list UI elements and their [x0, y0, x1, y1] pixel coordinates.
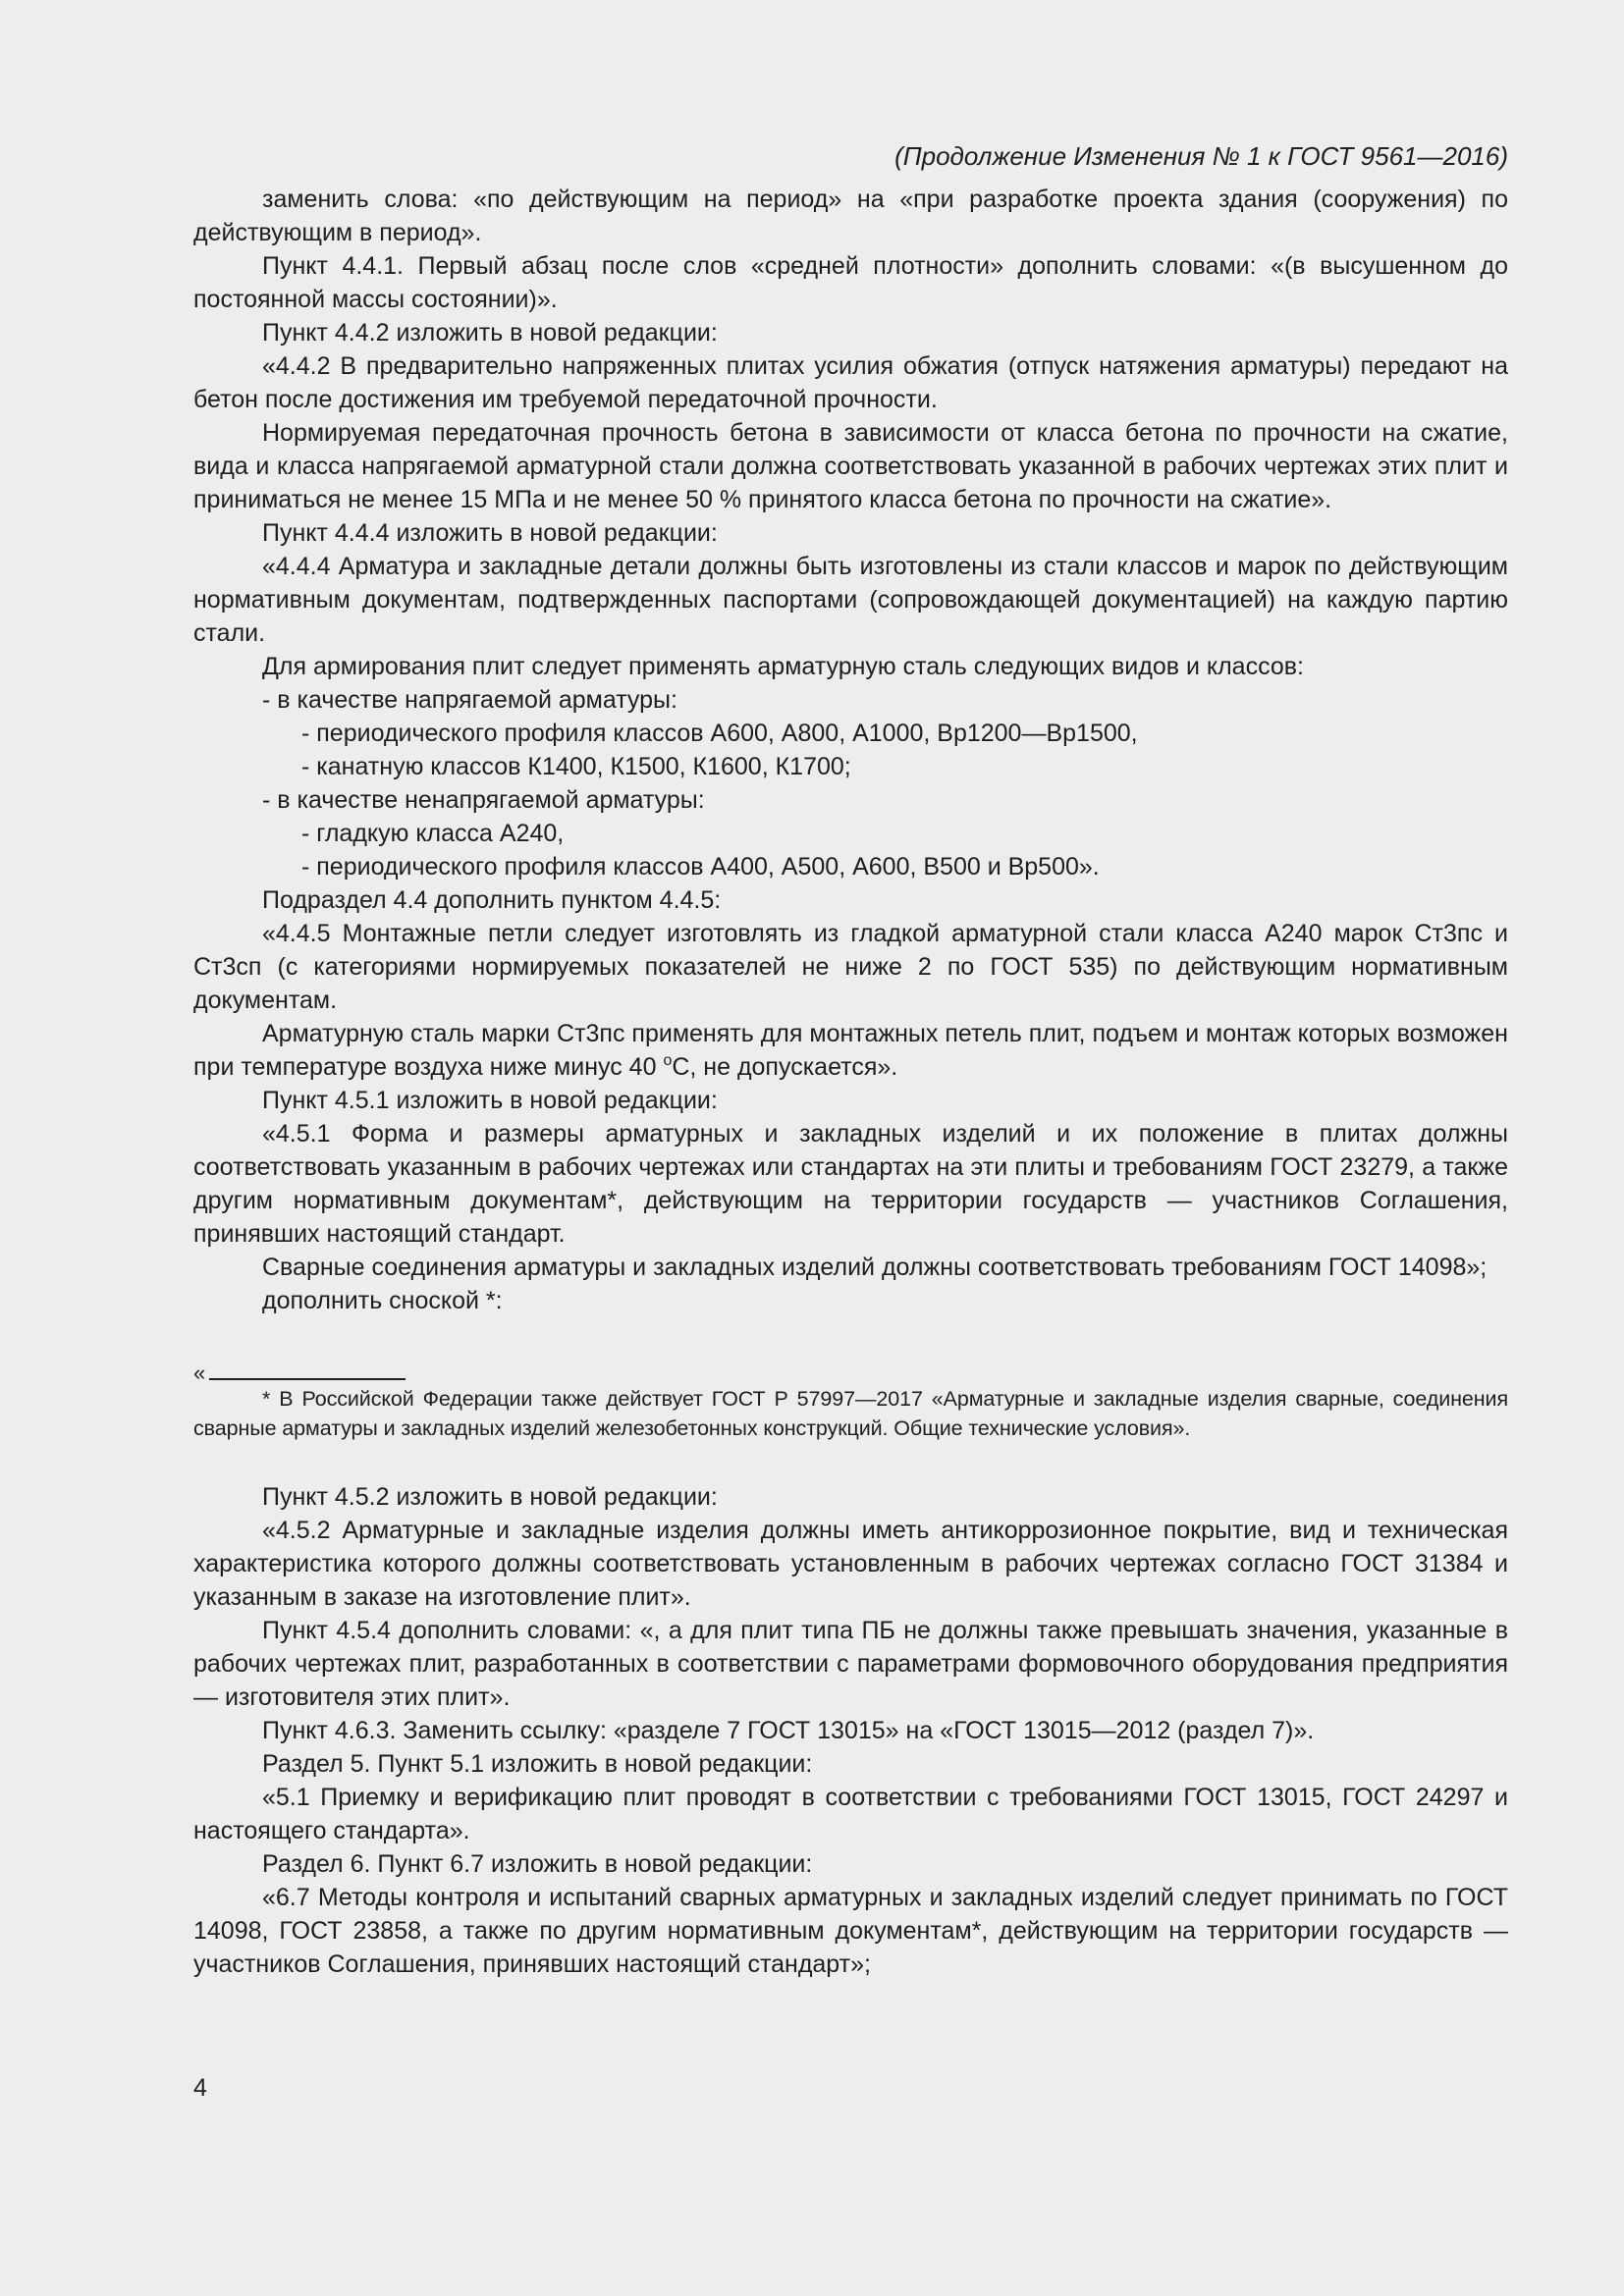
- paragraph: «4.4.4 Арматура и закладные детали должны быть изготовлены из стали классов и марок по действующим нормативным документам, подтвержденных паспортами (сопровождающей документацией) на каждую партию стали.: [193, 553, 1508, 647]
- paragraph: Пункт 4.6.3. Заменить ссылку: «разделе 7 ГОСТ 13015» на «ГОСТ 13015—2012 (раздел 7)».: [262, 1717, 1315, 1744]
- paragraph: «5.1 Приемку и верификацию плит проводят в соответствии с требованиями ГОСТ 13015, ГОСТ 24297 и настоящего стандарта».: [193, 1784, 1508, 1844]
- temp-text-after: С, не допускается».: [672, 1053, 898, 1081]
- paragraph: Пункт 4.5.4 дополнить словами: «, а для плит типа ПБ не должны также превышать значения, указанные в рабочих чертежах плит, разработанных в соответствии с параметрами формовочного оборудования предприятия — изготовителя этих плит».: [193, 1617, 1508, 1711]
- spacer: [193, 1443, 1508, 1480]
- footnote-rule: [209, 1378, 406, 1380]
- footnote-quote-mark: «: [193, 1361, 206, 1385]
- footnote-separator: [193, 1362, 1508, 1384]
- list-item: - гладкую класса А240,: [301, 820, 565, 847]
- running-header: (Продолжение Изменения № 1 к ГОСТ 9561—2016): [894, 141, 1508, 171]
- paragraph: Для армирования плит следует применять арматурную сталь следующих видов и классов:: [262, 653, 1304, 680]
- list-heading: - в качестве ненапрягаемой арматуры:: [262, 786, 705, 814]
- list-item: - периодического профиля классов А400, А500, А600, В500 и Вр500».: [301, 853, 1100, 881]
- paragraph: «4.4.5 Монтажные петли следует изготовлять из гладкой арматурной стали класса А240 марок Ст3пс и Ст3сп (с категориями нормируемых показателей не ниже 2 по ГОСТ 535) по действующим нормативным документам.: [193, 920, 1508, 1014]
- paragraph: «6.7 Методы контроля и испытаний сварных арматурных и закладных изделий следует принимать по ГОСТ 14098, ГОСТ 23858, а также по другим нормативным документам*, действующим на территории государств — участников Соглашения, принявших настоящий стандарт»;: [193, 1884, 1508, 1978]
- paragraph: Пункт 4.5.2 изложить в новой редакции:: [262, 1483, 718, 1511]
- list-item: - периодического профиля классов А600, А800, А1000, Вр1200—Вр1500,: [301, 720, 1138, 747]
- paragraph: Нормируемая передаточная прочность бетона в зависимости от класса бетона по прочности на сжатие, вида и класса напрягаемой арматурной стали должна соответствовать указанной в рабочих чертежах этих плит и приниматься не менее 15 МПа и не менее 50 % принятого класса бетона по прочности на сжатие».: [193, 419, 1508, 513]
- footnote-text: * В Российской Федерации также действует ГОСТ Р 57997—2017 «Арматурные и закладные изделия сварные, соединения сварные арматуры и закладных изделий железобетонных конструкций. Общие технические условия».: [193, 1387, 1508, 1440]
- paragraph: «4.5.2 Арматурные и закладные изделия должны иметь антикоррозионное покрытие, вид и техническая характеристика которого должны соответствовать установленным в рабочих чертежах согласно ГОСТ 31384 и указанным в заказе на изготовление плит».: [193, 1517, 1508, 1611]
- paragraph: Пункт 4.4.2 изложить в новой редакции:: [262, 319, 718, 347]
- list-heading: - в качестве напрягаемой арматуры:: [262, 686, 677, 714]
- paragraph: Раздел 6. Пункт 6.7 изложить в новой редакции:: [262, 1850, 813, 1878]
- paragraph: Пункт 4.4.1. Первый абзац после слов «средней плотности» дополнить словами: «(в высушенном до постоянной массы состоянии)».: [193, 252, 1508, 313]
- paragraph: заменить слова: «по действующим на период» на «при разработке проекта здания (сооружения) по действующим в период».: [193, 186, 1508, 246]
- spacer: [193, 1317, 1508, 1362]
- paragraph: дополнить сноской *:: [262, 1287, 503, 1314]
- paragraph: «4.4.2 В предварительно напряженных плитах усилия обжатия (отпуск натяжения арматуры) передают на бетон после достижения им требуемой передаточной прочности.: [193, 352, 1508, 413]
- paragraph: Пункт 4.4.4 изложить в новой редакции:: [262, 519, 718, 547]
- temp-text-before: Арматурную сталь марки Ст3пс применять для монтажных петель плит, подъем и монтаж которых возможен при температуре воздуха ниже минус 40: [193, 1020, 1508, 1081]
- degree-superscript: о: [663, 1052, 673, 1069]
- paragraph: «4.5.1 Форма и размеры арматурных и закладных изделий и их положение в плитах должны соответствовать указанным в рабочих чертежах или стандартах на эти плиты и требованиям ГОСТ 23279, а также другим нормативным документам*, действующим на территории государств — участников Соглашения, принявших настоящий стандарт.: [193, 1120, 1508, 1248]
- paragraph: Пункт 4.5.1 изложить в новой редакции:: [262, 1087, 718, 1114]
- paragraph: Сварные соединения арматуры и закладных изделий должны соответствовать требованиям ГОСТ 14098»;: [262, 1254, 1488, 1281]
- paragraph: Подраздел 4.4 дополнить пунктом 4.4.5:: [262, 886, 722, 914]
- list-item: - канатную классов К1400, К1500, К1600, К1700;: [301, 753, 851, 780]
- paragraph-temperature: [193, 1017, 1508, 1084]
- paragraph: Раздел 5. Пункт 5.1 изложить в новой редакции:: [262, 1750, 813, 1778]
- page-content: [193, 139, 1508, 1981]
- page-number: 4: [193, 2074, 207, 2102]
